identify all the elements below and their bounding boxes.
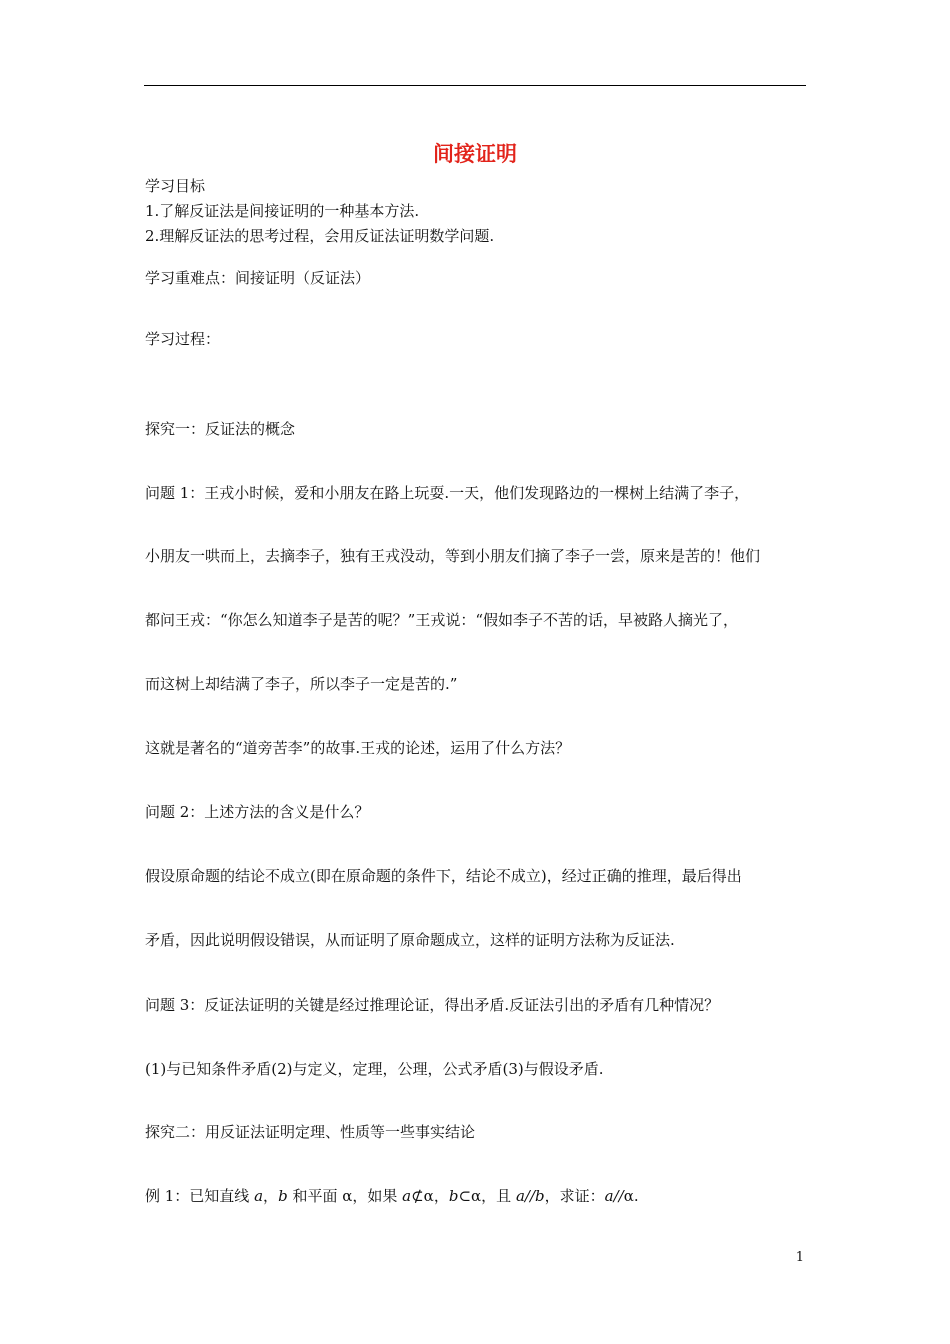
answer-2-line-2: 矛盾，因此说明假设错误，从而证明了原命题成立，这样的证明方法称为反证法. [145,931,675,949]
question-1-line-1: 问题 1：王戎小时候，爱和小朋友在路上玩耍.一天，他们发现路边的一棵树上结满了李子， [145,484,750,502]
question-3: 问题 3：反证法证明的关键是经过推理论证，得出矛盾.反证法引出的矛盾有几种情况？ [145,996,720,1014]
question-1-line-3: 都问王戎：“你怎么知道李子是苦的呢？”王戎说：“假如李子不苦的话，早被路人摘光了， [145,611,739,629]
explore-1-heading: 探究一：反证法的概念 [145,420,296,438]
example-text: ，求证： [544,1187,605,1205]
explore-2-heading: 探究二：用反证法证明定理、性质等一些事实结论 [145,1123,476,1141]
math-symbol: // [524,1187,535,1205]
answer-2-line-1: 假设原命题的结论不成立(即在原命题的条件下，结论不成立)，经过正确的推理，最后得出 [145,867,742,885]
key-points: 学习重难点：间接证明（反证法） [145,269,371,287]
example-text: . [633,1187,639,1205]
example-text: ， [433,1187,449,1205]
question-2: 问题 2：上述方法的含义是什么？ [145,803,370,821]
math-var: a [515,1187,525,1205]
math-var: α [471,1187,482,1205]
math-var: α [342,1187,353,1205]
objective-1: 1.了解反证法是间接证明的一种基本方法. [145,202,420,220]
example-text: ，且 [481,1187,516,1205]
objective-2: 2.理解反证法的思考过程，会用反证法证明数学问题. [145,227,495,245]
math-var: a [402,1187,412,1205]
math-var: α [623,1187,634,1205]
math-var: α [423,1187,434,1205]
question-1-line-4: 而这树上却结满了李子，所以李子一定是苦的.” [145,675,458,693]
example-1 [145,1186,639,1206]
story-line: 这就是著名的“道旁苦李”的故事.王戎的论述，运用了什么方法？ [145,739,571,757]
answer-3: (1)与已知条件矛盾(2)与定义，定理，公理，公式矛盾(3)与假设矛盾. [145,1060,604,1078]
question-1-line-2: 小朋友一哄而上，去摘李子，独有王戎没动，等到小朋友们摘了李子一尝，原来是苦的！他们 [145,547,761,565]
example-text: ，如果 [352,1187,403,1205]
example-text: 和平面 [287,1187,343,1205]
header-rule [144,85,806,86]
math-symbol: ⊂ [458,1187,472,1205]
math-var: a [604,1187,614,1205]
math-symbol: ⊄ [411,1187,424,1205]
objectives-heading: 学习目标 [145,177,206,195]
math-var: b [448,1187,459,1205]
math-var: b [535,1187,545,1205]
document-title: 间接证明 [433,142,517,166]
example-text: 例 1：已知直线 [145,1187,255,1205]
example-text: ， [263,1187,279,1205]
page-number: 1 [795,1250,804,1265]
math-symbol: // [613,1187,624,1205]
math-var: a [254,1187,264,1205]
math-var: b [278,1187,288,1205]
process-heading: 学习过程： [145,330,221,348]
